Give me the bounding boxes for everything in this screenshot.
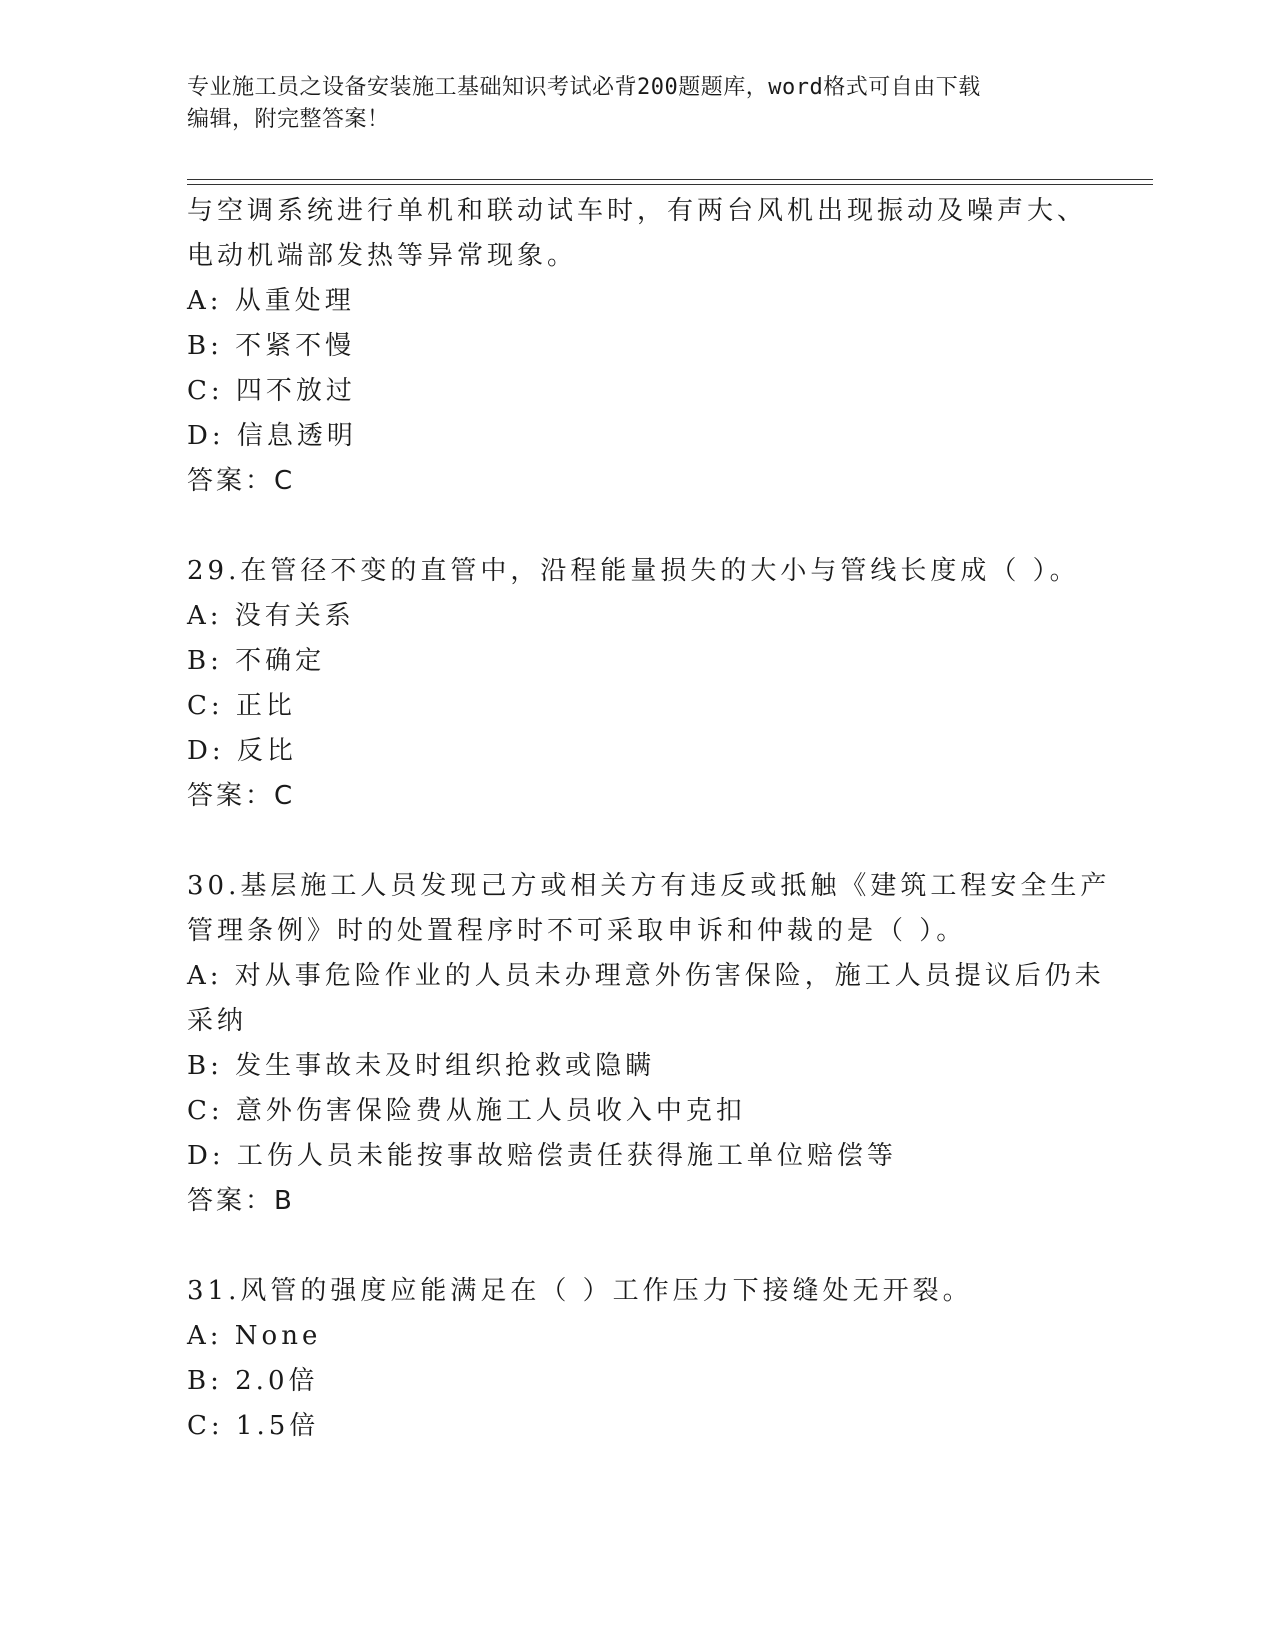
- question-stem-line: 管理条例》时的处置程序时不可采取申诉和仲裁的是（ ）。: [187, 916, 967, 946]
- question-spacer: [187, 1224, 1087, 1269]
- document-header: [187, 72, 1067, 136]
- answer-line: 答案：B: [187, 1186, 295, 1216]
- option-a: A: 没有关系: [187, 601, 355, 631]
- question-list: [187, 189, 1111, 1449]
- header-title-line-1: 专业施工员之设备安装施工基础知识考试必背200题题库，word格式可自由下载: [187, 75, 981, 100]
- option-a: A: None: [187, 1321, 322, 1351]
- question-28: [187, 189, 1087, 504]
- question-29: [187, 549, 1087, 819]
- option-a: A: 从重处理: [187, 286, 355, 316]
- question-stem: 29.在管径不变的直管中，沿程能量损失的大小与管线长度成（ ）。: [187, 556, 1080, 586]
- option-a: A: 对从事危险作业的人员未办理意外伤害保险，施工人员提议后仍未: [187, 961, 1105, 991]
- option-b: B: 2.0倍: [187, 1366, 319, 1396]
- question-stem: 31.风管的强度应能满足在（ ）工作压力下接缝处无开裂。: [187, 1276, 973, 1306]
- header-divider-top: [187, 179, 1153, 180]
- option-b: B: 发生事故未及时组织抢救或隐瞒: [187, 1051, 656, 1081]
- question-spacer: [187, 819, 1087, 864]
- option-c: C: 意外伤害保险费从施工人员收入中克扣: [187, 1096, 746, 1126]
- answer-line: 答案：C: [187, 781, 296, 811]
- option-b: B: 不紧不慢: [187, 331, 356, 361]
- question-stem-line: 30.基层施工人员发现己方或相关方有违反或抵触《建筑工程安全生产: [187, 871, 1111, 901]
- question-stem-line: 与空调系统进行单机和联动试车时，有两台风机出现振动及噪声大、: [187, 196, 1088, 226]
- option-d: D: 信息透明: [187, 421, 357, 451]
- question-31: [187, 1269, 1087, 1449]
- question-30: [187, 864, 1111, 1224]
- question-stem-line: 电动机端部发热等异常现象。: [187, 241, 578, 271]
- option-c: C: 1.5倍: [187, 1411, 320, 1441]
- answer-line: 答案：C: [187, 466, 296, 496]
- option-d: D: 反比: [187, 736, 297, 766]
- option-a-continued: 采纳: [187, 1006, 248, 1036]
- question-spacer: [187, 504, 1087, 549]
- option-b: B: 不确定: [187, 646, 326, 676]
- option-c: C: 正比: [187, 691, 296, 721]
- option-d: D: 工伤人员未能按事故赔偿责任获得施工单位赔偿等: [187, 1141, 897, 1171]
- option-c: C: 四不放过: [187, 376, 356, 406]
- header-divider-bottom: [187, 184, 1153, 185]
- header-title-line-2: 编辑，附完整答案！: [187, 107, 390, 132]
